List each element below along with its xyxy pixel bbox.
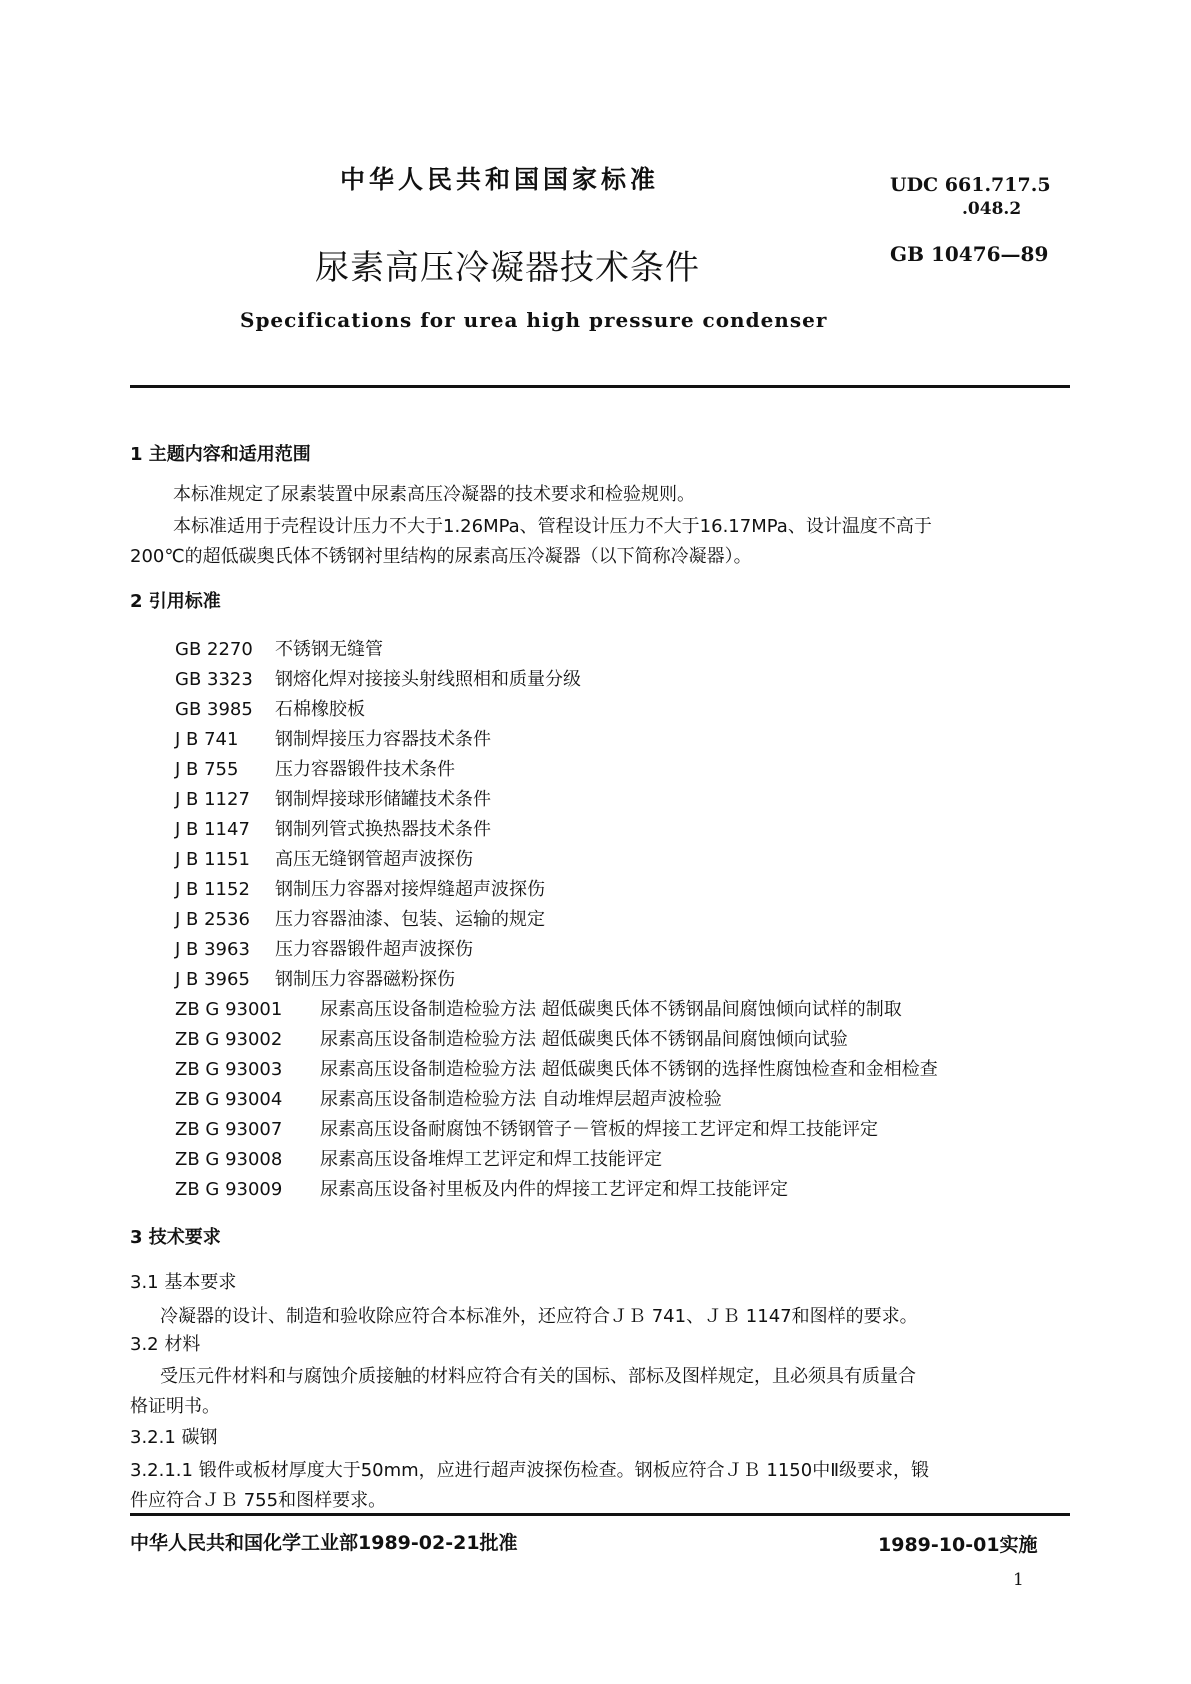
- ref-item: J B 2536 压力容器油漆、包装、运输的规定: [175, 909, 545, 930]
- section-2-heading: 2 引用标准: [130, 591, 221, 612]
- section-1-paragraph-1: 本标准规定了尿素装置中尿素高压冷凝器的技术要求和检验规则。: [173, 484, 695, 505]
- ref-item: J B 1151 高压无缝钢管超声波探伤: [175, 849, 473, 870]
- section-3-2-text-line1: 受压元件材料和与腐蚀介质接触的材料应符合有关的国标、部标及图样规定，且必须具有质量合: [160, 1366, 916, 1387]
- section-3-2-text-line2: 格证明书。: [130, 1396, 220, 1417]
- section-1-paragraph-2-line2: 200℃的超低碳奥氏体不锈钢衬里结构的尿素高压冷凝器（以下简称冷凝器）。: [130, 546, 752, 567]
- udc-code-line1: UDC 661.717.5: [890, 174, 1051, 196]
- ref-item: GB 3323 钢熔化焊对接接头射线照相和质量分级: [175, 669, 581, 690]
- ref-item: ZB G 93004 尿素高压设备制造检验方法 自动堆焊层超声波检验: [175, 1089, 722, 1110]
- ref-item: J B 1147 钢制列管式换热器技术条件: [175, 819, 491, 840]
- page-number: 1: [1013, 1570, 1024, 1590]
- section-3-2-1-1-line2: 件应符合ＪＢ 755和图样要求。: [130, 1490, 387, 1511]
- section-1-paragraph-2-line1: 本标准适用于壳程设计压力不大于1.26MPa、管程设计压力不大于16.17MPa、设计温度不高于: [173, 516, 932, 537]
- ref-item: J B 741 钢制焊接压力容器技术条件: [175, 729, 491, 750]
- section-3-2-1-1-line1: 3.2.1.1 锻件或板材厚度大于50mm，应进行超声波探伤检查。钢板应符合ＪＢ 1150中Ⅱ级要求，锻: [130, 1460, 930, 1481]
- ref-item: ZB G 93001 尿素高压设备制造检验方法 超低碳奥氏体不锈钢晶间腐蚀倾向试样的制取: [175, 999, 902, 1020]
- section-3-2-1-heading: 3.2.1 碳钢: [130, 1427, 218, 1448]
- ref-item: GB 3985 石棉橡胶板: [175, 699, 365, 720]
- implementation-date: 1989-10-01实施: [878, 1534, 1038, 1556]
- gb-standard-code: GB 10476—89: [890, 242, 1049, 266]
- ref-item: ZB G 93007 尿素高压设备耐腐蚀不锈钢管子－管板的焊接工艺评定和焊工技能评定: [175, 1119, 878, 1140]
- udc-code-line2: .048.2: [962, 199, 1022, 219]
- section-3-1-text: 冷凝器的设计、制造和验收除应符合本标准外，还应符合ＪＢ 741、ＪＢ 1147和图样的要求。: [160, 1306, 918, 1327]
- ref-item: GB 2270 不锈钢无缝管: [175, 639, 383, 660]
- ref-item: J B 755 压力容器锻件技术条件: [175, 759, 455, 780]
- ref-item: ZB G 93002 尿素高压设备制造检验方法 超低碳奥氏体不锈钢晶间腐蚀倾向试验: [175, 1029, 848, 1050]
- ref-item: ZB G 93009 尿素高压设备衬里板及内件的焊接工艺评定和焊工技能评定: [175, 1179, 788, 1200]
- bottom-rule: [130, 1513, 1070, 1516]
- ref-item: J B 3963 压力容器锻件超声波探伤: [175, 939, 473, 960]
- approval-line: 中华人民共和国化学工业部1989-02-21批准: [130, 1532, 518, 1554]
- top-rule: [130, 385, 1070, 388]
- section-1-heading: 1 主题内容和适用范围: [130, 444, 311, 465]
- ref-item: J B 1152 钢制压力容器对接焊缝超声波探伤: [175, 879, 545, 900]
- section-3-heading: 3 技术要求: [130, 1227, 221, 1248]
- ref-item: J B 3965 钢制压力容器磁粉探伤: [175, 969, 455, 990]
- ref-item: ZB G 93008 尿素高压设备堆焊工艺评定和焊工技能评定: [175, 1149, 662, 1170]
- section-3-2-heading: 3.2 材料: [130, 1334, 201, 1355]
- ref-item: J B 1127 钢制焊接球形储罐技术条件: [175, 789, 491, 810]
- document-title-cn: 尿素高压冷凝器技术条件: [315, 248, 700, 288]
- standard-type: 中华人民共和国国家标准: [340, 165, 660, 194]
- ref-item: ZB G 93003 尿素高压设备制造检验方法 超低碳奥氏体不锈钢的选择性腐蚀检查和金相检查: [175, 1059, 938, 1080]
- section-3-1-heading: 3.1 基本要求: [130, 1272, 237, 1293]
- document-title-en: Specifications for urea high pressure condenser: [240, 308, 828, 332]
